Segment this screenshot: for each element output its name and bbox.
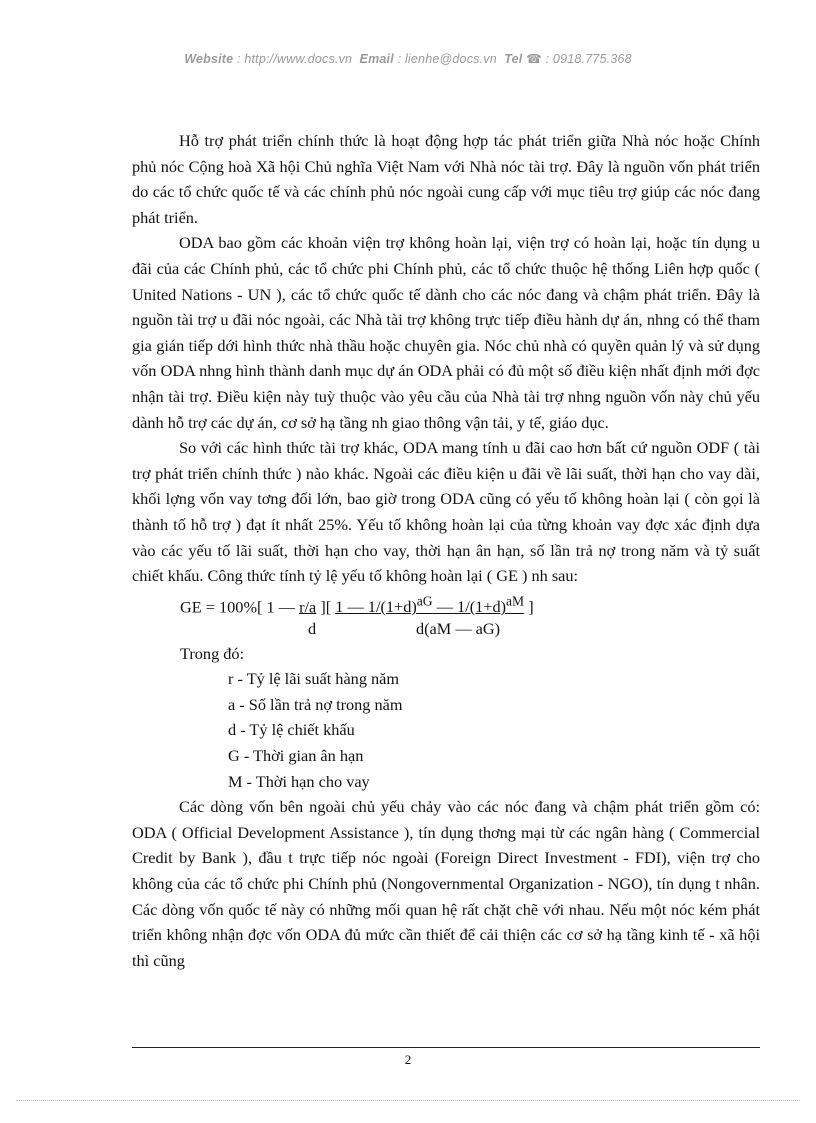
variable-item: G - Thời gian ân hạn xyxy=(228,746,364,766)
variable-item: d - Tỷ lệ chiết khấu xyxy=(228,720,355,740)
variable-item: a - Số lần trả nợ trong năm xyxy=(228,694,403,714)
variable-list xyxy=(132,666,760,794)
website-url: : http://www.docs.vn xyxy=(237,52,353,66)
website-label: Website xyxy=(184,52,234,66)
formula-lhs: GE = 100%[ 1 — xyxy=(180,597,300,617)
paragraph-4: Các dòng vốn bên ngoài chủ yếu chảy vào các nóc đang và chậm phát triển gồm có: ODA ( Official Development Assistance ), tín dụng thơng mại từ các ngân hàng ( Commercial Credit by Bank ), đầu t trực tiếp nóc ngoài (Foreign Direct Investment - FDI), viện trợ cho không của các tổ chức phi Chính phủ (Nongovernmental Organization - NGO), tín dụng t nhân. Các dòng vốn quốc tế này có những mối quan hệ rất chặt chẽ với nhau. Nếu một nóc kém phát triển không nhận đợc vốn ODA đủ mức cần thiết để cải thiện các cơ sở hạ tầng kinh tế - xã hội thì cũng xyxy=(132,797,760,970)
page-header xyxy=(0,51,816,66)
paragraph-3: So với các hình thức tài trợ khác, ODA mang tính u đãi cao hơn bất cứ nguồn ODF ( tài trợ phát triển chính thức ) nào khác. Ngoài các điều kiện u đãi về lãi suất, thời hạn cho vay dài, khối lợng vốn vay tơng đối lớn, bao giờ trong ODA cũng có yếu tố không hoàn lại ( còn gọi là thành tố hỗ trợ ) đạt ít nhất 25%. Yếu tố không hoàn lại của từng khoản vay đợc xác định dựa vào các yếu tố lãi suất, thời hạn cho vay, thời hạn ân hạn, số lần trả nợ trong năm và tỷ suất chiết khấu. Công thức tính tỷ lệ yếu tố không hoàn lại ( GE ) nh sau: xyxy=(132,438,760,586)
formula-rhs: ] xyxy=(524,597,534,617)
email-address: : lienhe@docs.vn xyxy=(397,52,497,66)
variable-item: r - Tỷ lệ lãi suất hàng năm xyxy=(228,669,400,689)
tel-number: ☎ : 0918.775.368 xyxy=(526,52,632,66)
formula-ra: r/a xyxy=(299,597,317,617)
email-label: Email xyxy=(359,52,394,66)
paragraph-1: Hỗ trợ phát triển chính thức là hoạt động hợp tác phát triển giữa Nhà nóc hoặc Chính phủ nóc Cộng hoà Xã hội Chủ nghĩa Việt Nam với Nhà nóc tài trợ. Đây là nguồn vốn phát triển do các tổ chức quốc tế và các chính phủ nóc ngoài cung cấp với mục tiêu trợ giúp các nóc đang phát triển. xyxy=(132,131,760,227)
formula-term-a: 1 — 1/(1+d) xyxy=(335,597,417,617)
tel-label: Tel xyxy=(504,52,523,66)
document-body xyxy=(132,128,760,973)
footer-divider xyxy=(132,1047,760,1048)
formula-denominator-1: d xyxy=(308,618,317,638)
formula-exp-am: aM xyxy=(506,593,525,609)
where-label: Trong đó: xyxy=(180,643,245,663)
page-number: 2 xyxy=(404,1052,412,1067)
paragraph-2: ODA bao gồm các khoản viện trợ không hoàn lại, viện trợ có hoàn lại, hoặc tín dụng u đãi của các Chính phủ, các tổ chức phi Chính phủ, các tổ chức thuộc hệ thống Liên hợp quốc ( United Nations - UN ), các tổ chức quốc tế dành cho các nóc đang và chậm phát triển. Đây là nguồn tài trợ u đãi nóc ngoài, các Nhà tài trợ không trực tiếp điều hành dự án, nhng có thể tham gia gián tiếp dới hình thức nhà thầu hoặc chuyên gia. Nóc chủ nhà có quyền quản lý và sử dụng vốn ODA nhng hình thành danh mục dự án ODA phải có đủ một số điều kiện nhất định mới đợc nhận tài trợ. Điều kiện này tuỳ thuộc vào yêu cầu của Nhà tài trợ nhng nguồn vốn này chủ yếu dành hỗ trợ các dự án, cơ sở hạ tầng nh giao thông vận tải, y tế, giáo dục. xyxy=(132,233,760,432)
formula-term-b: — 1/(1+d) xyxy=(432,597,507,617)
ge-formula xyxy=(132,589,760,641)
page-break-dotted-line xyxy=(16,1100,800,1101)
variable-item: M - Thời hạn cho vay xyxy=(228,771,370,791)
formula-exp-ag: aG xyxy=(416,593,433,609)
formula-mid: ][ xyxy=(316,597,336,617)
formula-denominator-2: d(aM — aG) xyxy=(416,618,501,638)
